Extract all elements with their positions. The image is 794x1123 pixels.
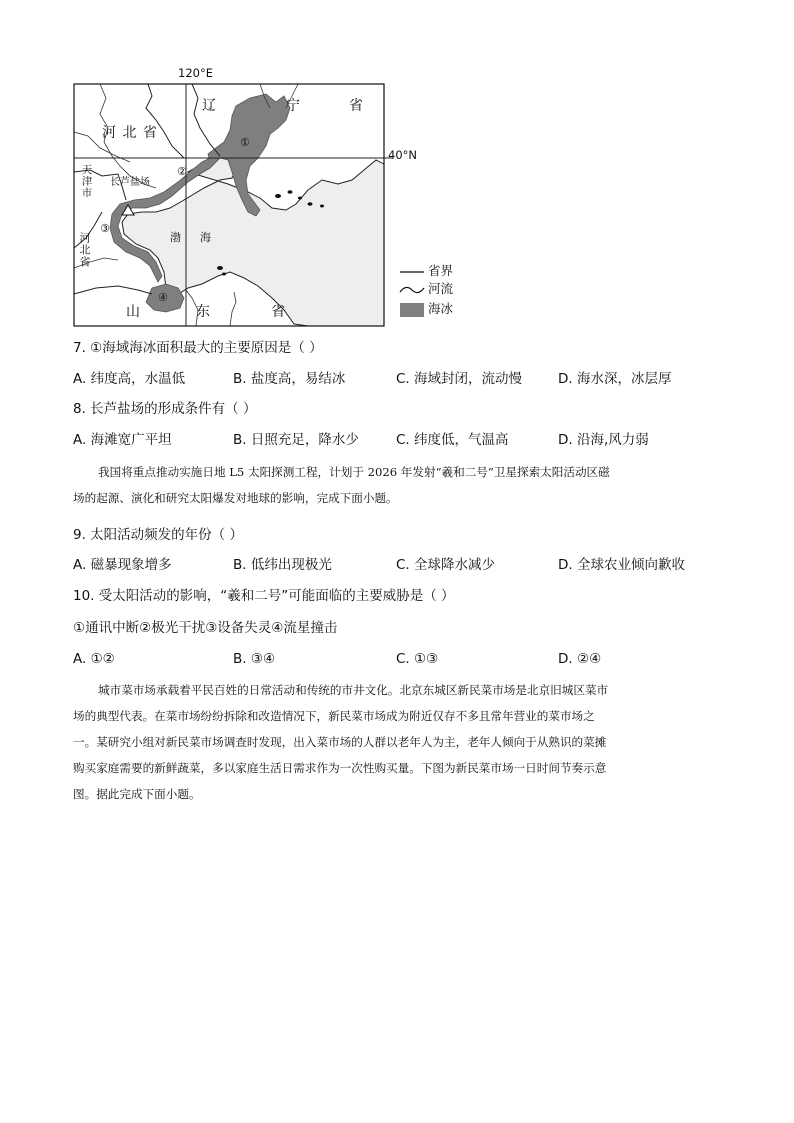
question-10-stem: 10. 受太阳活动的影响，“羲和二号”可能面临的主要威胁是（ ） [73, 588, 455, 604]
label-bo: 渤 [170, 231, 181, 244]
passage-line: 城市菜市场承载着平民百姓的日常活动和传统的市井文化。北京东城区新民菜市场是北京旧城区菜市 [98, 683, 609, 697]
passage-vegetable-market [73, 677, 723, 807]
label-hebei-top: 河 北 省 [102, 125, 158, 141]
question-9-option-d: D. 全球农业倾向歉收 [558, 557, 685, 573]
longitude-label: 120°E [178, 66, 213, 80]
label-hebei-side: 河北省 [78, 232, 91, 268]
bohai-sea-ice-map [60, 62, 480, 332]
question-8-option-a: A. 海滩宽广平坦 [73, 432, 172, 448]
map-drawing [60, 62, 480, 332]
legend-boundary-label: 省界 [428, 263, 454, 278]
legend-ice-label: 海冰 [428, 301, 454, 316]
passage-line: 图。据此完成下面小题。 [73, 787, 201, 801]
question-10-option-b: B. ③④ [233, 651, 276, 667]
question-10-option-a: A. ①② [73, 651, 115, 667]
question-7-option-c: C. 海域封闭，流动慢 [396, 371, 523, 387]
legend-ice-symbol [400, 303, 424, 317]
region-marker-3: ③ [100, 222, 110, 235]
question-9-option-b: B. 低纬出现极光 [233, 557, 332, 573]
label-tianjin: 天津市 [80, 164, 93, 199]
region-marker-1: ① [240, 136, 250, 149]
label-ning: 宁 [286, 98, 300, 114]
question-9-stem: 9. 太阳活动频发的年份（ ） [73, 527, 243, 543]
label-dong: 东 [196, 304, 210, 320]
question-8-option-d: D. 沿海,风力弱 [558, 432, 649, 448]
label-sheng-top: 省 [349, 98, 363, 114]
legend-river-symbol [400, 287, 424, 292]
region-marker-4: ④ [158, 291, 168, 304]
passage-line: 一。某研究小组对新民菜市场调查时发现，出入菜市场的人群以老年人为主，老年人倾向于从熟识的菜摊 [73, 735, 607, 749]
question-10-option-c: C. ①③ [396, 651, 439, 667]
legend-river-label: 河流 [428, 281, 454, 296]
label-hai: 海 [200, 231, 211, 244]
label-changlu-saltfield: 长芦盐场 [110, 177, 150, 188]
question-7-option-b: B. 盐度高，易结冰 [233, 371, 346, 387]
label-liao: 辽 [202, 98, 216, 114]
question-8-option-c: C. 纬度低，气温高 [396, 432, 509, 448]
question-9-option-c: C. 全球降水减少 [396, 557, 496, 573]
latitude-label: 40°N [388, 148, 417, 162]
passage-line: 我国将重点推动实施日地 L5 太阳探测工程，计划于 2026 年发射“羲和二号”卫星探索太阳活动区磁 [98, 465, 610, 479]
passage-line: 场的典型代表。在菜市场纷纷拆除和改造情况下，新民菜市场成为附近仅存不多且常年营业的菜市场之 [73, 709, 595, 723]
region-marker-2: ② [177, 165, 187, 178]
question-7-option-a: A. 纬度高，水温低 [73, 371, 186, 387]
question-9-option-a: A. 磁暴现象增多 [73, 557, 172, 573]
question-10-option-d: D. ②④ [558, 651, 602, 667]
question-8-option-b: B. 日照充足，降水少 [233, 432, 359, 448]
passage-solar-probe [73, 459, 723, 511]
passage-line: 场的起源、演化和研究太阳爆发对地球的影响，完成下面小题。 [73, 491, 398, 505]
passage-line: 购买家庭需要的新鲜蔬菜，多以家庭生活日需求作为一次性购买量。下图为新民菜市场一日时间节奏示意 [73, 761, 607, 775]
question-8-stem: 8. 长芦盐场的形成条件有（ ） [73, 401, 257, 417]
label-sheng-bottom: 省 [271, 304, 285, 320]
label-shan: 山 [126, 304, 140, 320]
question-7-stem: 7. ①海域海冰面积最大的主要原因是（ ） [73, 340, 323, 356]
question-10-statements: ①通讯中断②极光干扰③设备失灵④流星撞击 [73, 620, 338, 636]
question-7-option-d: D. 海水深，冰层厚 [558, 371, 672, 387]
